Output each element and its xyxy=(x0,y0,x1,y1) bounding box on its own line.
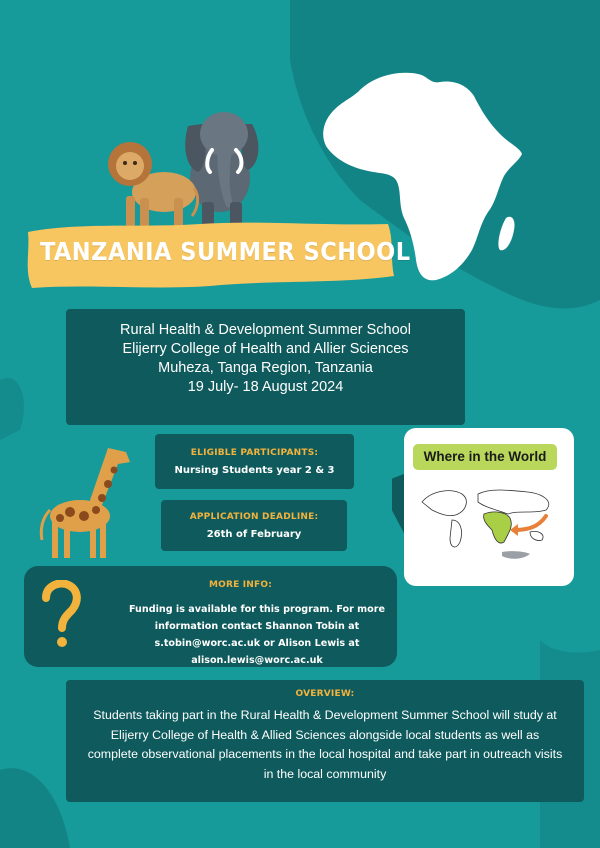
college-name: Elijerry College of Health and Allier Sciences xyxy=(122,341,409,357)
deadline-label: APPLICATION DEADLINE: xyxy=(189,512,319,522)
overview-text: Students taking part in the Rural Health & Development Summer School will study at Elijerry College of Health & Allied Sciences alongside local students as well as complete observational placements in the local hospital and take part in outreach visits in the local community xyxy=(87,708,563,781)
program-info-panel xyxy=(66,309,465,425)
more-info-text: Funding is available for this program. For more information contact Shannon Tobin at s.tobin@worc.ac.uk or Alison Lewis at alison.lewis@worc.ac.uk xyxy=(128,604,385,666)
question-mark-icon xyxy=(40,580,84,650)
eligible-participants-panel xyxy=(155,434,354,489)
deadline-value: 26th of February xyxy=(206,529,302,540)
overview-label: OVERVIEW: xyxy=(295,689,355,699)
giraffe-illustration xyxy=(30,440,142,562)
page-title: TANZANIA SUMMER SCHOOL xyxy=(40,237,411,266)
more-info-label: MORE INFO: xyxy=(208,580,273,590)
eligible-label: ELIGIBLE PARTICIPANTS: xyxy=(190,448,319,458)
where-in-world-label: Where in the World xyxy=(413,444,557,470)
dates: 19 July- 18 August 2024 xyxy=(187,379,344,395)
application-deadline-panel xyxy=(161,500,347,551)
overview-panel xyxy=(66,680,584,802)
eligible-value: Nursing Students year 2 & 3 xyxy=(174,465,335,476)
location: Muheza, Tanga Region, Tanzania xyxy=(158,360,373,376)
more-info-panel xyxy=(24,566,397,667)
program-name: Rural Health & Development Summer School xyxy=(120,322,411,338)
